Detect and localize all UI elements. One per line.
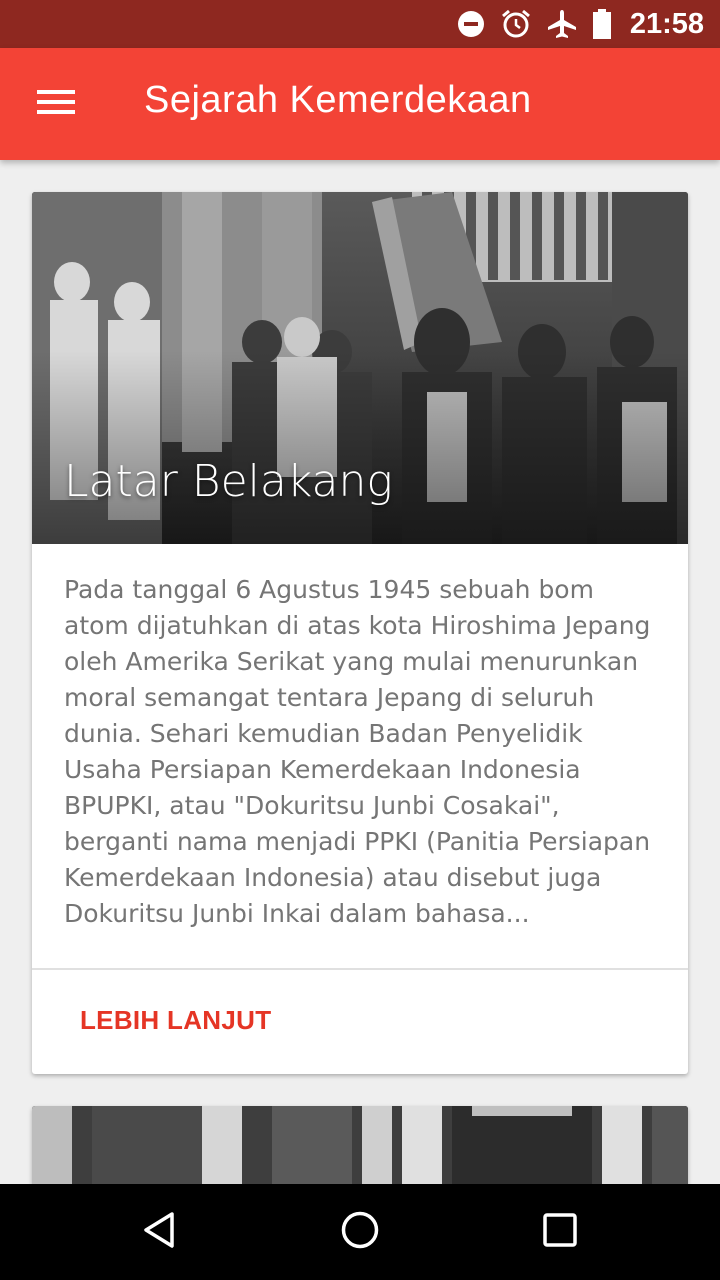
recents-button[interactable]: [520, 1204, 600, 1260]
history-card[interactable]: [32, 192, 688, 1074]
menu-icon: [37, 88, 75, 120]
card-list[interactable]: [0, 160, 720, 1184]
status-bar: [0, 0, 720, 48]
status-time: 21:58: [629, 7, 704, 40]
card-image-next: [32, 1106, 688, 1184]
alarm-icon: [500, 8, 532, 40]
recents-icon: [542, 1212, 578, 1252]
history-card-next[interactable]: [32, 1106, 688, 1184]
do-not-disturb-icon: [456, 9, 486, 39]
home-button[interactable]: [320, 1204, 400, 1260]
airplane-icon: [546, 8, 578, 40]
home-icon: [340, 1210, 380, 1254]
status-icons: [456, 0, 704, 48]
app-bar: [0, 48, 720, 160]
card-title: Latar Belakang: [64, 456, 393, 507]
battery-icon: [592, 9, 612, 39]
menu-button[interactable]: [24, 80, 88, 128]
back-icon: [140, 1210, 180, 1254]
read-more-button[interactable]: LEBIH LANJUT: [80, 1004, 272, 1035]
card-image: [32, 192, 688, 544]
back-button[interactable]: [120, 1204, 200, 1260]
card-divider: [32, 968, 688, 970]
card-body-text: Pada tanggal 6 Agustus 1945 sebuah bom atom dijatuhkan di atas kota Hiroshima Jepang oleh Amerika Serikat yang mulai menurunkan moral semangat tentara Jepang di seluruh dunia. Sehari kemudian Badan Penyelidik Usaha Persiapan Kemerdekaan Indonesia BPUPKI, atau "Dokuritsu Junbi Cosakai", berganti nama menjadi PPKI (Panitia Persiapan Kemerdekaan Indonesia) atau disebut juga Dokuritsu Junbi Inkai dalam bahasa...: [64, 575, 651, 928]
navigation-bar: [0, 1184, 720, 1280]
app-title: Sejarah Kemerdekaan: [144, 79, 532, 121]
